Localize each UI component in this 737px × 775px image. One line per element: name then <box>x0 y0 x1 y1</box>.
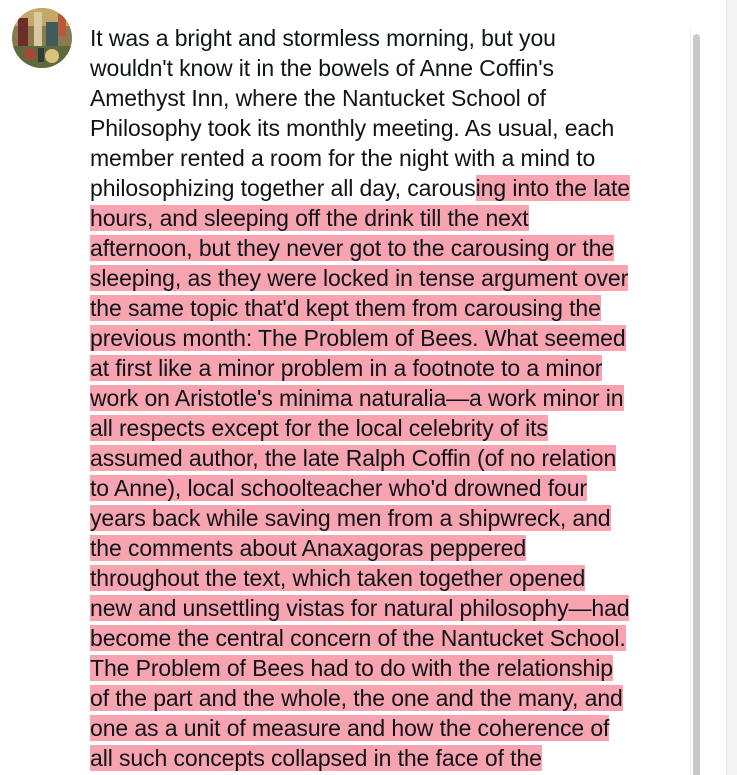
text-line <box>90 83 690 113</box>
text-line <box>90 263 690 293</box>
text-line <box>90 653 690 683</box>
text-line <box>90 473 690 503</box>
highlighted-text: one as a unit of measure and how the coherence of <box>90 715 610 741</box>
highlighted-text: assumed author, the late Ralph Coffin (of no relation <box>90 445 617 471</box>
plain-text: philosophizing together all day, carous <box>90 175 476 201</box>
highlighted-text: previous month: The Problem of Bees. What seemed <box>90 325 626 351</box>
text-line <box>90 113 690 143</box>
plain-text: Philosophy took its monthly meeting. As usual, each <box>90 115 615 141</box>
highlighted-text: throughout the text, which taken together opened <box>90 565 586 591</box>
profile-painting-avatar-icon <box>12 8 72 68</box>
highlighted-text: hours, and sleeping off the drink till the next <box>90 205 529 231</box>
scrollbar-thumb[interactable] <box>693 34 700 775</box>
text-line <box>90 293 690 323</box>
text-line <box>90 683 690 713</box>
text-line <box>90 713 690 743</box>
plain-text: It was a bright and stormless morning, but you <box>90 25 556 51</box>
text-line <box>90 533 690 563</box>
text-line <box>90 173 690 203</box>
highlighted-text: The Problem of Bees had to do with the relationship <box>90 655 613 681</box>
plain-text: Amethyst Inn, where the Nantucket School of <box>90 85 546 111</box>
highlighted-text: all such concepts collapsed in the face of the <box>90 745 542 771</box>
avatar[interactable] <box>12 8 72 68</box>
highlighted-text: new and unsettling vistas for natural philosophy—had <box>90 595 630 621</box>
text-line <box>90 383 690 413</box>
text-line <box>90 413 690 443</box>
text-line <box>90 443 690 473</box>
text-line <box>90 323 690 353</box>
text-line <box>90 503 690 533</box>
highlighted-text: at first like a minor problem in a footnote to a minor <box>90 355 603 381</box>
highlighted-text: the comments about Anaxagoras peppered <box>90 535 527 561</box>
highlighted-text: become the central concern of the Nantucket School. <box>90 625 626 651</box>
highlighted-text: ing into the late <box>475 175 630 201</box>
plain-text: wouldn't know it in the bowels of Anne Coffin's <box>90 55 554 81</box>
text-line <box>90 623 690 653</box>
text-line <box>90 233 690 263</box>
text-line <box>90 743 690 773</box>
text-line <box>90 203 690 233</box>
text-line <box>90 143 690 173</box>
highlighted-text: the same topic that'd kept them from carousing the <box>90 295 601 321</box>
text-line <box>90 23 690 53</box>
post-body-text <box>90 23 690 773</box>
text-line <box>90 353 690 383</box>
plain-text: member rented a room for the night with a mind to <box>90 145 596 171</box>
text-line <box>90 593 690 623</box>
highlighted-text: afternoon, but they never got to the carousing or the <box>90 235 615 261</box>
window-edge <box>726 0 737 775</box>
text-line <box>90 53 690 83</box>
highlighted-text: years back while saving men from a shipwreck, and <box>90 505 611 531</box>
highlighted-text: all respects except for the local celebrity of its <box>90 415 548 441</box>
highlighted-text: sleeping, as they were locked in tense argument over <box>90 265 629 291</box>
highlighted-text: work on Aristotle's minima naturalia—a work minor in <box>90 385 624 411</box>
highlighted-text: to Anne), local schoolteacher who'd drowned four <box>90 475 587 501</box>
highlighted-text: of the part and the whole, the one and the many, and <box>90 685 623 711</box>
text-line <box>90 563 690 593</box>
